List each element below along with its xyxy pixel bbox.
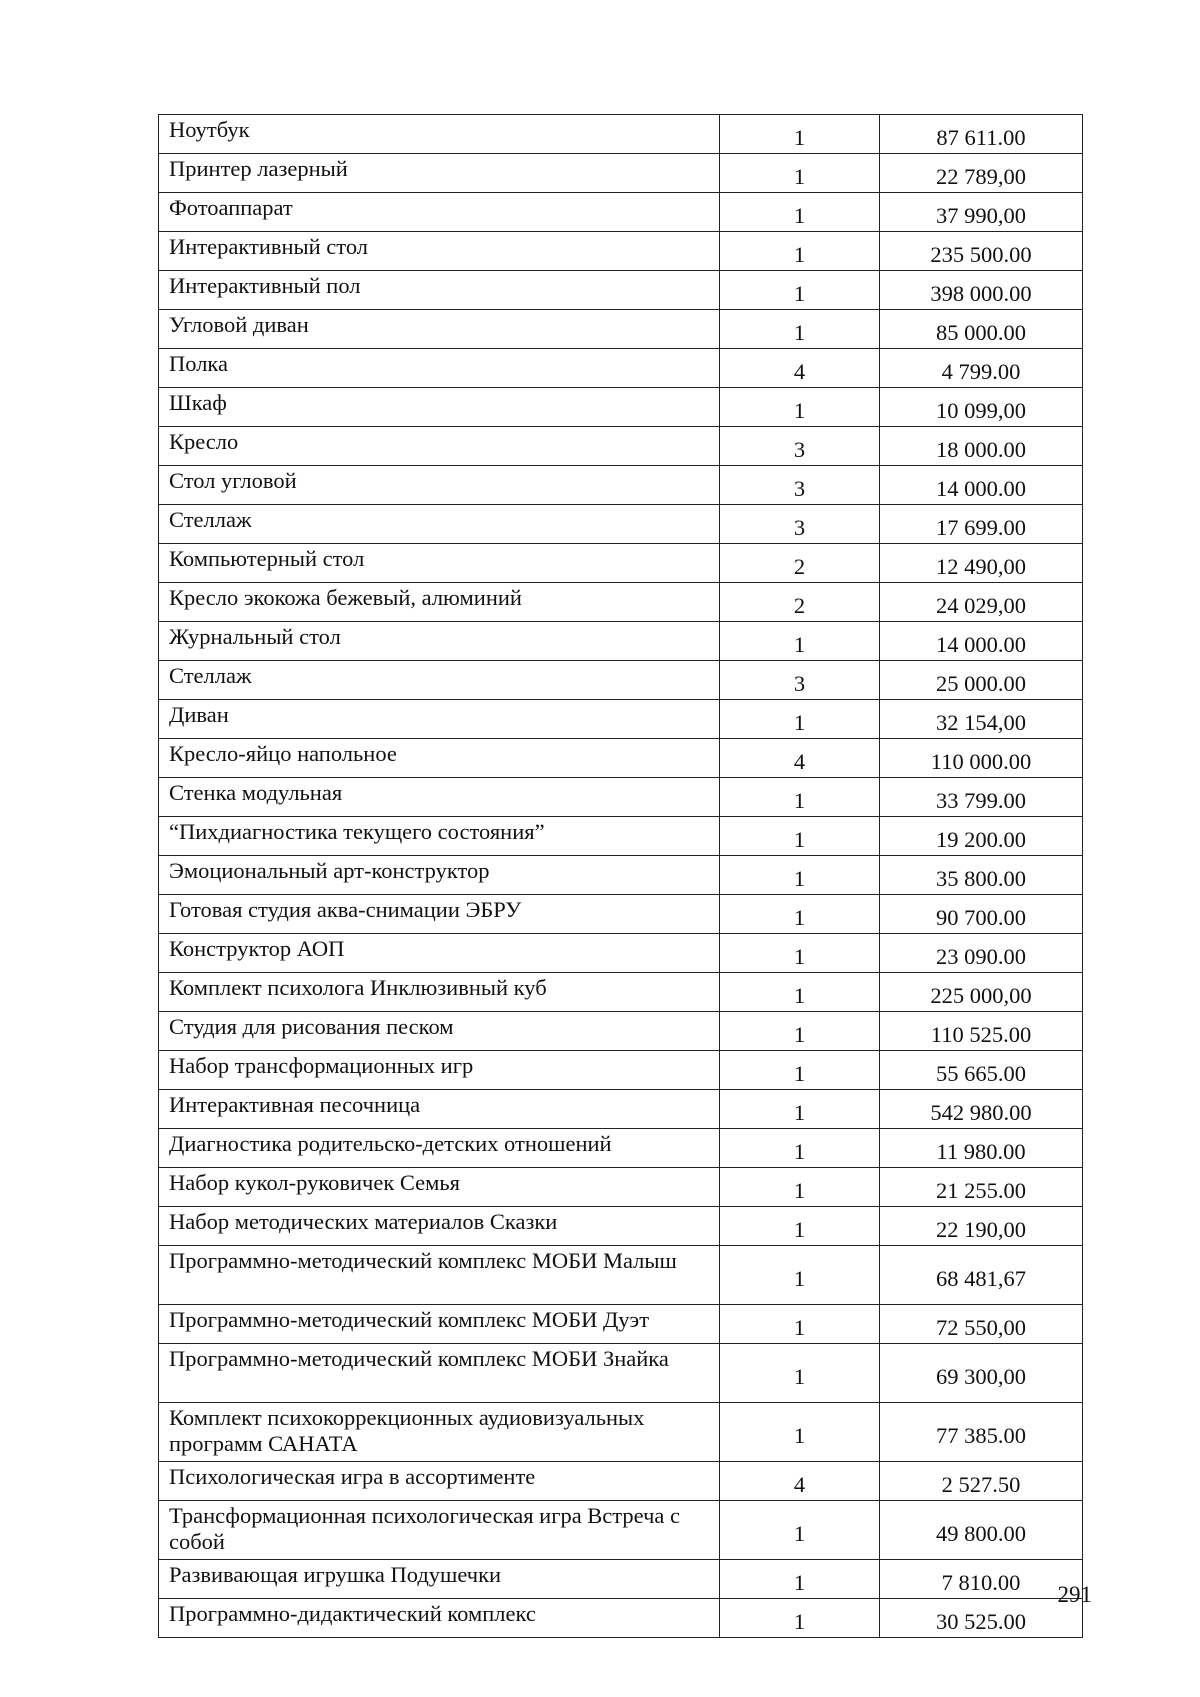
quantity-cell: 3 <box>720 661 880 700</box>
quantity-cell: 4 <box>720 349 880 388</box>
price-cell: 37 990,00 <box>880 193 1083 232</box>
item-name-cell: Эмоциональный арт-конструктор <box>159 856 720 895</box>
price-cell: 542 980.00 <box>880 1090 1083 1129</box>
table-row <box>159 232 1083 271</box>
table-row <box>159 544 1083 583</box>
quantity-cell: 1 <box>720 271 880 310</box>
price-cell: 14 000.00 <box>880 466 1083 505</box>
table-row <box>159 154 1083 193</box>
quantity-cell: 1 <box>720 310 880 349</box>
price-cell: 2 527.50 <box>880 1462 1083 1501</box>
table-row <box>159 1344 1083 1403</box>
price-cell: 23 090.00 <box>880 934 1083 973</box>
table-row <box>159 427 1083 466</box>
table-row <box>159 739 1083 778</box>
item-name-cell: Фотоаппарат <box>159 193 720 232</box>
table-row <box>159 1207 1083 1246</box>
table-row <box>159 1051 1083 1090</box>
item-name-cell: Журнальный стол <box>159 622 720 661</box>
item-name-cell: “Пихдиагностика текущего состояния” <box>159 817 720 856</box>
table-row <box>159 700 1083 739</box>
quantity-cell: 4 <box>720 739 880 778</box>
quantity-cell: 1 <box>720 1246 880 1305</box>
item-name-cell: Интерактивный стол <box>159 232 720 271</box>
item-name-cell: Комплект психокоррекционных аудиовизуальных программ САНАТА <box>159 1403 720 1462</box>
price-cell: 35 800.00 <box>880 856 1083 895</box>
table-row <box>159 1129 1083 1168</box>
item-name-cell: Принтер лазерный <box>159 154 720 193</box>
quantity-cell: 1 <box>720 1012 880 1051</box>
table-row <box>159 1305 1083 1344</box>
price-cell: 11 980.00 <box>880 1129 1083 1168</box>
table-row <box>159 1462 1083 1501</box>
price-cell: 24 029,00 <box>880 583 1083 622</box>
item-name-cell: Стол угловой <box>159 466 720 505</box>
item-name-cell: Диван <box>159 700 720 739</box>
table-row <box>159 271 1083 310</box>
item-name-cell: Психологическая игра в ассортименте <box>159 1462 720 1501</box>
price-cell: 398 000.00 <box>880 271 1083 310</box>
quantity-cell: 1 <box>720 622 880 661</box>
equipment-table-body <box>159 115 1083 1638</box>
price-cell: 12 490,00 <box>880 544 1083 583</box>
item-name-cell: Комплект психолога Инклюзивный куб <box>159 973 720 1012</box>
item-name-cell: Трансформационная психологическая игра Встреча с собой <box>159 1501 720 1560</box>
price-cell: 77 385.00 <box>880 1403 1083 1462</box>
price-cell: 10 099,00 <box>880 388 1083 427</box>
item-name-cell: Диагностика родительско-детских отношений <box>159 1129 720 1168</box>
quantity-cell: 1 <box>720 193 880 232</box>
item-name-cell: Кресло-яйцо напольное <box>159 739 720 778</box>
table-row <box>159 895 1083 934</box>
quantity-cell: 1 <box>720 1207 880 1246</box>
quantity-cell: 2 <box>720 544 880 583</box>
price-cell: 69 300,00 <box>880 1344 1083 1403</box>
table-row <box>159 1599 1083 1638</box>
table-row <box>159 661 1083 700</box>
price-cell: 30 525.00 <box>880 1599 1083 1638</box>
quantity-cell: 1 <box>720 115 880 154</box>
quantity-cell: 1 <box>720 154 880 193</box>
item-name-cell: Кресло <box>159 427 720 466</box>
price-cell: 22 789,00 <box>880 154 1083 193</box>
price-cell: 17 699.00 <box>880 505 1083 544</box>
table-row <box>159 1012 1083 1051</box>
quantity-cell: 1 <box>720 817 880 856</box>
page-number: 291 <box>1057 1582 1092 1607</box>
table-row <box>159 1168 1083 1207</box>
table-row <box>159 349 1083 388</box>
item-name-cell: Набор трансформационных игр <box>159 1051 720 1090</box>
price-cell: 110 525.00 <box>880 1012 1083 1051</box>
quantity-cell: 2 <box>720 583 880 622</box>
price-cell: 33 799.00 <box>880 778 1083 817</box>
equipment-table <box>158 114 1083 1638</box>
price-cell: 25 000.00 <box>880 661 1083 700</box>
price-cell: 68 481,67 <box>880 1246 1083 1305</box>
table-row <box>159 1090 1083 1129</box>
price-cell: 19 200.00 <box>880 817 1083 856</box>
price-cell: 18 000.00 <box>880 427 1083 466</box>
price-cell: 7 810.00 <box>880 1560 1083 1599</box>
quantity-cell: 1 <box>720 1305 880 1344</box>
price-cell: 55 665.00 <box>880 1051 1083 1090</box>
item-name-cell: Конструктор АОП <box>159 934 720 973</box>
quantity-cell: 1 <box>720 1403 880 1462</box>
item-name-cell: Программно-дидактический комплекс <box>159 1599 720 1638</box>
quantity-cell: 4 <box>720 1462 880 1501</box>
table-row <box>159 1403 1083 1462</box>
table-row <box>159 778 1083 817</box>
item-name-cell: Студия для рисования песком <box>159 1012 720 1051</box>
item-name-cell: Ноутбук <box>159 115 720 154</box>
quantity-cell: 1 <box>720 700 880 739</box>
price-cell: 225 000,00 <box>880 973 1083 1012</box>
quantity-cell: 3 <box>720 466 880 505</box>
quantity-cell: 1 <box>720 1168 880 1207</box>
quantity-cell: 1 <box>720 1599 880 1638</box>
price-cell: 14 000.00 <box>880 622 1083 661</box>
price-cell: 72 550,00 <box>880 1305 1083 1344</box>
item-name-cell: Программно-методический комплекс МОБИ Дуэт <box>159 1305 720 1344</box>
item-name-cell: Стенка модульная <box>159 778 720 817</box>
item-name-cell: Шкаф <box>159 388 720 427</box>
table-row <box>159 583 1083 622</box>
quantity-cell: 1 <box>720 856 880 895</box>
table-row <box>159 310 1083 349</box>
item-name-cell: Набор кукол-руковичек Семья <box>159 1168 720 1207</box>
item-name-cell: Компьютерный стол <box>159 544 720 583</box>
price-cell: 21 255.00 <box>880 1168 1083 1207</box>
quantity-cell: 3 <box>720 505 880 544</box>
price-cell: 49 800.00 <box>880 1501 1083 1560</box>
quantity-cell: 1 <box>720 388 880 427</box>
item-name-cell: Программно-методический комплекс МОБИ Знайка <box>159 1344 720 1403</box>
item-name-cell: Интерактивная песочница <box>159 1090 720 1129</box>
quantity-cell: 1 <box>720 934 880 973</box>
price-cell: 32 154,00 <box>880 700 1083 739</box>
table-row <box>159 934 1083 973</box>
price-cell: 4 799.00 <box>880 349 1083 388</box>
table-row <box>159 1560 1083 1599</box>
price-cell: 235 500.00 <box>880 232 1083 271</box>
table-row <box>159 1246 1083 1305</box>
table-row <box>159 973 1083 1012</box>
quantity-cell: 1 <box>720 1560 880 1599</box>
item-name-cell: Угловой диван <box>159 310 720 349</box>
table-row <box>159 1501 1083 1560</box>
quantity-cell: 1 <box>720 973 880 1012</box>
table-row <box>159 466 1083 505</box>
table-row <box>159 388 1083 427</box>
table-row <box>159 193 1083 232</box>
item-name-cell: Развивающая игрушка Подушечки <box>159 1560 720 1599</box>
item-name-cell: Программно-методический комплекс МОБИ Малыш <box>159 1246 720 1305</box>
item-name-cell: Готовая студия аква-снимации ЭБРУ <box>159 895 720 934</box>
item-name-cell: Набор методических материалов Сказки <box>159 1207 720 1246</box>
price-cell: 22 190,00 <box>880 1207 1083 1246</box>
quantity-cell: 1 <box>720 895 880 934</box>
quantity-cell: 1 <box>720 778 880 817</box>
table-row <box>159 817 1083 856</box>
price-cell: 90 700.00 <box>880 895 1083 934</box>
table-row <box>159 505 1083 544</box>
quantity-cell: 1 <box>720 1344 880 1403</box>
price-cell: 110 000.00 <box>880 739 1083 778</box>
quantity-cell: 1 <box>720 1090 880 1129</box>
quantity-cell: 1 <box>720 1501 880 1560</box>
quantity-cell: 1 <box>720 232 880 271</box>
table-row <box>159 856 1083 895</box>
quantity-cell: 1 <box>720 1129 880 1168</box>
item-name-cell: Полка <box>159 349 720 388</box>
price-cell: 85 000.00 <box>880 310 1083 349</box>
quantity-cell: 3 <box>720 427 880 466</box>
item-name-cell: Интерактивный пол <box>159 271 720 310</box>
price-cell: 87 611.00 <box>880 115 1083 154</box>
item-name-cell: Кресло экокожа бежевый, алюминий <box>159 583 720 622</box>
table-row <box>159 622 1083 661</box>
item-name-cell: Стеллаж <box>159 661 720 700</box>
table-row <box>159 115 1083 154</box>
quantity-cell: 1 <box>720 1051 880 1090</box>
item-name-cell: Стеллаж <box>159 505 720 544</box>
